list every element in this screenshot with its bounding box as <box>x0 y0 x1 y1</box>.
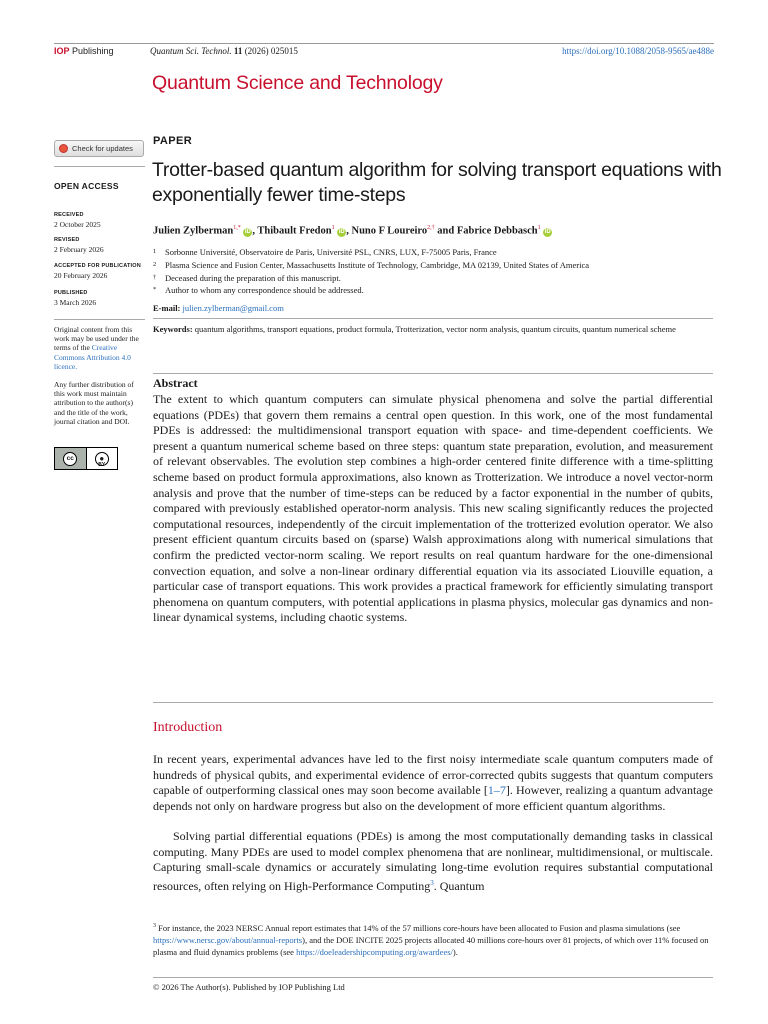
revised-date: 2 February 2026 <box>54 245 104 254</box>
article-title: Trotter-based quantum algorithm for solving transport equations with exponentially fewer time-steps <box>152 159 722 206</box>
divider <box>153 373 713 374</box>
header-rule <box>54 43 714 44</box>
author-list: Julien Zylberman$^{1,*}$ iD , Thibault Fredon$^1$ iD , Nuno F Loureiro$^{2,\dagger}$ and Fabrice Debbasch$^1$ iD <box>153 225 551 237</box>
sidebar-divider <box>54 166 145 167</box>
received-label: RECEIVED <box>54 212 84 218</box>
license-link[interactable]: Creative Commons Attribution 4.0 licence. <box>54 343 131 371</box>
doi-link[interactable]: https://doi.org/10.1088/2058-9565/ae488e <box>562 46 714 56</box>
orcid-icon[interactable]: iD <box>544 228 551 235</box>
publisher-logo[interactable]: IOP Publishing <box>54 46 114 56</box>
affiliation-note: † Deceased during the preparation of this manuscript. <box>153 273 341 283</box>
attribution-statement: Any further distribution of this work must maintain attribution to the author(s) and the title of the work, journal citation and DOI. <box>54 380 134 426</box>
crossmark-icon <box>59 144 68 153</box>
journal-name[interactable]: Quantum Science and Technology <box>152 72 443 94</box>
article-type: PAPER <box>153 135 193 147</box>
accepted-date: 20 February 2026 <box>54 271 108 280</box>
correspondence-note: * Author to whom any correspondence should be addressed. <box>153 285 364 295</box>
intro-paragraph: In recent years, experimental advances have led to the first noisy intermediate scale quantum computers made of hundreds of physical qubits, and experimental evidence of error-corrected qubits suggests that quantum computers capable of outperforming classical ones may soon become available [1–7]. However, realizing a quantum advantage depends not only on hardware progress but also on the development of more efficient quantum algorithms. <box>153 752 713 814</box>
footer-rule <box>153 977 713 978</box>
email-line: E-mail: julien.zylberman@gmail.com <box>153 303 284 313</box>
published-date: 3 March 2026 <box>54 298 97 307</box>
sidebar-divider <box>54 319 145 320</box>
intro-paragraph: Solving partial differential equations (PDEs) is among the most computationally demanding tasks in classical computing. Many PDEs are used to model complex phenomena that are nonlinear, multidimensional, or multiscale. Capturing small-scale dynamics or accurately simulating long-time evolution requires substantial computational resources, often relying on High-Performance Computing$^3$. Quantum <box>153 829 713 894</box>
author-name[interactable]: Fabrice Debbasch <box>456 225 538 237</box>
keywords: Keywords: quantum algorithms, transport equations, product formula, Trotterization, vector norm analysis, quantum circuits, quantum numerical scheme <box>153 324 676 334</box>
citation-link[interactable]: 1–7 <box>487 783 506 798</box>
abstract-heading: Abstract <box>153 376 198 390</box>
copyright-notice: © 2026 The Author(s). Published by IOP Publishing Ltd <box>153 982 345 992</box>
license-statement: Original content from this work may be used under the terms of the Creative Commons Attribution 4.0 licence. <box>54 325 139 371</box>
journal-citation: Quantum Sci. Technol. 11 (2026) 025015 <box>150 46 298 56</box>
author-name[interactable]: Thibault Fredon <box>257 225 332 237</box>
footnote-link-doe[interactable]: https://doeleadershipcomputing.org/awardees/ <box>296 946 453 957</box>
footnote-link-nersc[interactable]: https://www.nersc.gov/about/annual-reports <box>153 934 303 945</box>
section-heading-introduction: Introduction <box>153 720 223 735</box>
revised-label: REVISED <box>54 237 80 243</box>
affiliation: 1 Sorbonne Université, Observatoire de Paris, Université PSL, CNRS, LUX, F-75005 Paris, France <box>153 247 497 257</box>
footnote: $^3$ For instance, the 2023 NERSC Annual report estimates that 14% of the 57 millions core-hours have been allocated to Fusion and plasma simulations (see https://www.nersc.gov/about/annual-reports), and the DOE INCITE 2025 projects allocated 40 millions core-hours over 81 projects, of which over 11% focused on plasma and fluid dynamics problems (see https://doeleadershipcomputing.org/awardees/). <box>153 922 709 957</box>
received-date: 2 October 2025 <box>54 220 101 229</box>
author-name[interactable]: Nuno F Loureiro <box>351 225 428 237</box>
divider <box>153 702 713 703</box>
email-link[interactable]: julien.zylberman@gmail.com <box>182 303 284 313</box>
footnote-link[interactable]: 3 <box>430 879 434 888</box>
accepted-label: ACCEPTED FOR PUBLICATION <box>54 263 141 269</box>
published-label: PUBLISHED <box>54 290 88 296</box>
by-icon: ● BY <box>86 448 118 469</box>
orcid-icon[interactable]: iD <box>338 228 345 235</box>
abstract-text: The extent to which quantum computers can simulate physical phenomena and solve the partial differential equations (PDEs) that govern them remains a central open question. In this work, one of the most fundamental PDEs is addressed: the multidimensional transport equation with space- and time-dependent coefficients. We present a quantum numerical scheme based on three steps: quantum state preparation, evolution, and measurement of relevant observables. The evolution step combines a high-order centered finite difference with a time-splitting scheme based on product formula approximations, also known as Trotterization. We introduce a novel vector-norm analysis and prove that the number of time-steps can be reduced by a factor exponential in the number of qubits, compared with previously established operator-norm analysis. This new scaling significantly reduces the projected computational resources, independently of the circuit implementation of the trotterized evolution operator. We also present efficient quantum circuits based on (sparse) Walsh approximations along with numerical simulations that confirm the predicted vector-norm scaling. We report results on real quantum hardware for the one-dimensional convection equation, and solve a non-linear ordinary differential equation via its associated Liouville equation, a particular case of transport equations. This work provides a practical framework for efficiently simulating transport phenomena on quantum computers, with potential applications in plasma physics, molecular gas dynamics and non-linear dynamical systems, including chaotic systems. <box>153 392 713 625</box>
author-name[interactable]: Julien Zylberman <box>153 225 234 237</box>
affiliation: 2 Plasma Science and Fusion Center, Massachusetts Institute of Technology, Cambridge, MA 02139, United States of America <box>153 260 589 270</box>
cc-icon: cc <box>55 448 86 469</box>
open-access-label: OPEN ACCESS <box>54 181 119 191</box>
check-for-updates-button[interactable]: Check for updates <box>54 140 144 157</box>
cc-by-badge[interactable] <box>54 447 118 470</box>
divider <box>153 318 713 319</box>
orcid-icon[interactable]: iD <box>244 228 251 235</box>
